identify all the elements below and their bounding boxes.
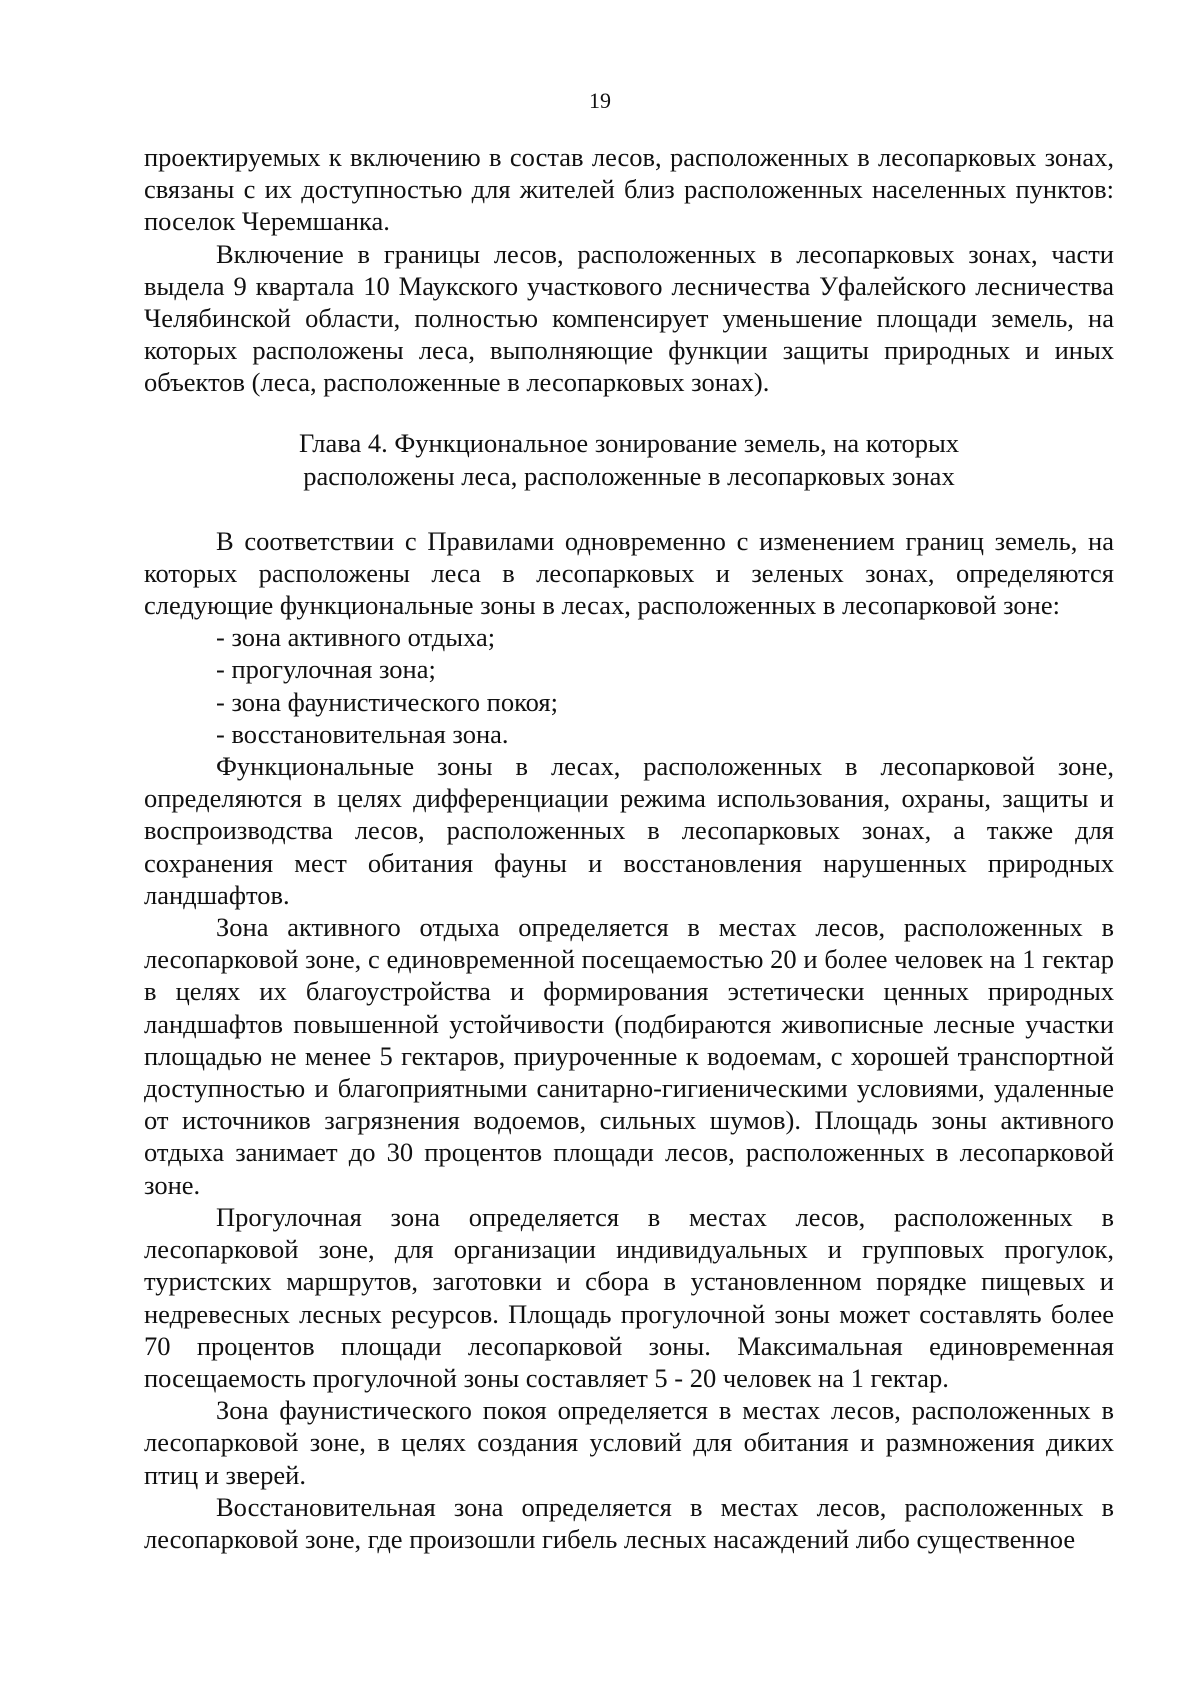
- paragraph-compensation: Включение в границы лесов, расположенных в лесопарковых зонах, части выдела 9 квартала 10 Маукского участкового лесничества Уфалейского лесничества Челябинской области, полностью компенсирует уменьшение площади земель, на которых расположены леса, выполняющие функции защиты природных и иных объектов (леса, расположенные в лесопарковых зонах).: [144, 238, 1114, 398]
- paragraph-fauna-rest-zone: Зона фаунистического покоя определяется в местах лесов, расположенных в лесопарковой зоне, в целях создания условий для обитания и размножения диких птиц и зверей.: [144, 1395, 1114, 1490]
- chapter-heading-line-1: Глава 4. Функциональное зонирование земель, на которых: [298, 427, 960, 458]
- chapter-heading-line-2: расположены леса, расположенные в лесопарковых зонах: [303, 460, 955, 491]
- paragraph-active-rest-zone: Зона активного отдыха определяется в местах лесов, расположенных в лесопарковой зоне, с единовременной посещаемостью 20 и более человек на 1 гектар в целях их благоустройства и формирования эстетически ценных природных ландшафтов повышенной устойчивости (подбираются живописные лесные участки площадью не менее 5 гектаров, приуроченные к водоемам, с хорошей транспортной доступностью и благоприятными санитарно-гигиеническими условиями, удаленные от источников загрязнения водоемов, сильных шумов). Площадь зоны активного отдыха занимает до 30 процентов площади лесов, расположенных в лесопарковой зоне.: [144, 912, 1114, 1200]
- paragraph-zones-purpose: Функциональные зоны в лесах, расположенных в лесопарковой зоне, определяются в целях дифференциации режима использования, охраны, защиты и воспроизводства лесов, расположенных в лесопарковых зонах, а также для сохранения мест обитания фауны и восстановления нарушенных природных ландшафтов.: [144, 751, 1114, 910]
- list-item-active-rest-zone: - зона активного отдыха;: [216, 622, 496, 653]
- paragraph-continuation: проектируемых к включению в состав лесов, расположенных в лесопарковых зонах, связаны с их доступностью для жителей близ расположенных населенных пунктов: поселок Черемшанка.: [144, 142, 1114, 237]
- paragraph-intro: В соответствии с Правилами одновременно с изменением границ земель, на которых расположены леса в лесопарковых и зеленых зонах, определяются следующие функциональные зоны в лесах, расположенных в лесопарковой зоне:: [144, 525, 1114, 621]
- paragraph-restoration-zone: Восстановительная зона определяется в местах лесов, расположенных в лесопарковой зоне, где произошли гибель лесных насаждений либо существенное: [144, 1491, 1114, 1554]
- chapter-heading: [144, 427, 1114, 493]
- list-item-walking-zone: - прогулочная зона;: [216, 654, 436, 685]
- document-body: [144, 141, 1114, 1555]
- list-item-fauna-rest-zone: - зона фаунистического покоя;: [216, 686, 558, 717]
- list-item-restoration-zone: - восстановительная зона.: [216, 718, 509, 749]
- page-number: 19: [589, 88, 611, 113]
- paragraph-walking-zone: Прогулочная зона определяется в местах лесов, расположенных в лесопарковой зоне, для организации индивидуальных и групповых прогулок, туристских маршрутов, заготовки и сбора в установленном порядке пищевых и недревесных лесных ресурсов. Площадь прогулочной зоны может составлять более 70 процентов площади лесопарковой зоны. Максимальная единовременная посещаемость прогулочной зоны составляет 5 - 20 человек на 1 гектар.: [144, 1201, 1114, 1393]
